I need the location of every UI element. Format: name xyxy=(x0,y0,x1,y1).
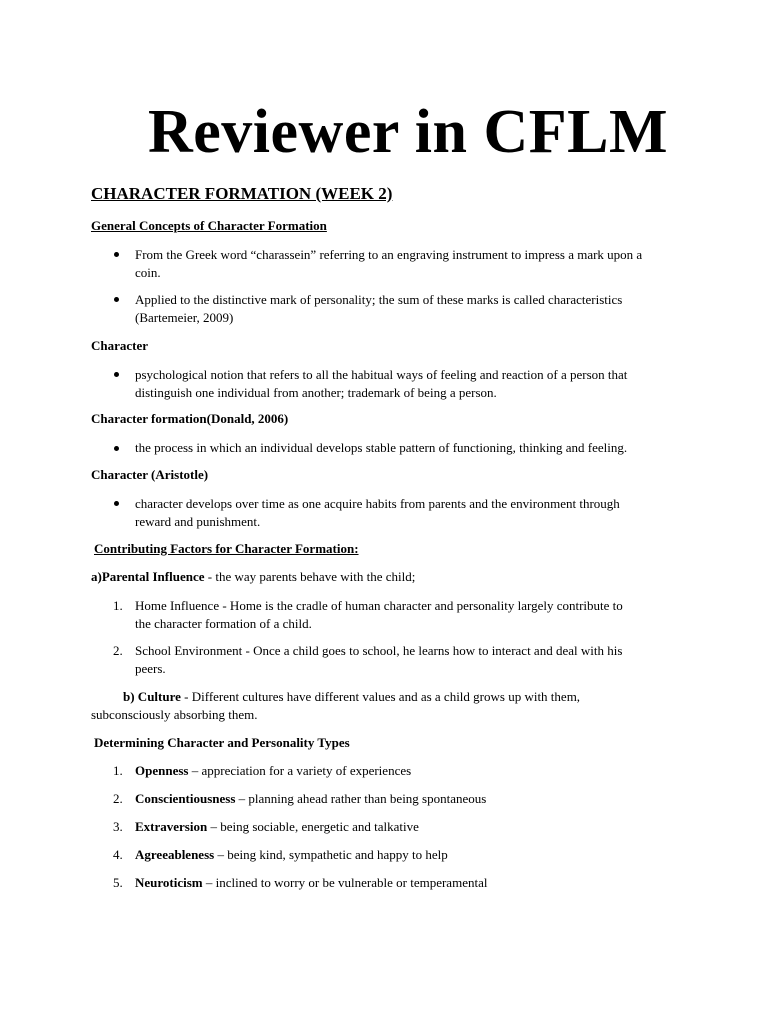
bullet-icon xyxy=(114,501,119,506)
list-number: 3. xyxy=(113,819,123,834)
list-number: 5. xyxy=(113,875,123,890)
determining-heading: Determining Character and Personality Types xyxy=(94,735,350,750)
character-formation-heading: Character formation(Donald, 2006) xyxy=(91,411,289,426)
aristotle-bullet: character develops over time as one acquire habits from parents and the environment through reward and punishment. xyxy=(135,496,620,529)
contributing-heading: Contributing Factors for Character Formation: xyxy=(94,541,359,556)
general-bullet-2: Applied to the distinctive mark of personality; the sum of these marks is called characteristics (Bartemeier, 2009) xyxy=(135,292,623,325)
trait-neuroticism: Neuroticism – inclined to worry or be vulnerable or temperamental xyxy=(135,875,488,890)
bullet-icon xyxy=(114,252,119,257)
trait-conscientiousness: Conscientiousness – planning ahead rather than being spontaneous xyxy=(135,791,487,806)
general-concepts-heading: General Concepts of Character Formation xyxy=(91,218,327,233)
bullet-icon xyxy=(114,446,119,451)
parental-influence: a)Parental Influence - the way parents behave with the child; xyxy=(91,569,416,584)
trait-agreeableness: Agreeableness – being kind, sympathetic and happy to help xyxy=(135,847,448,862)
culture-paragraph: b) Culture - Different cultures have different values and as a child grows up with them, subconsciously absorbing them. xyxy=(91,689,581,722)
list-number: 1. xyxy=(113,598,123,613)
school-environment-item: School Environment - Once a child goes to school, he learns how to interact and deal with his peers. xyxy=(135,643,623,676)
list-number: 2. xyxy=(113,791,123,806)
list-number: 1. xyxy=(113,763,123,778)
character-bullet: psychological notion that refers to all the habitual ways of feeling and reaction of a person that distinguish one individual from another; trademark of being a person. xyxy=(135,367,628,400)
general-bullet-1: From the Greek word “charassein” referring to an engraving instrument to impress a mark upon a coin. xyxy=(135,247,643,280)
character-formation-bullet: the process in which an individual develops stable pattern of functioning, thinking and feeling. xyxy=(135,440,628,455)
aristotle-heading: Character (Aristotle) xyxy=(91,467,209,482)
bullet-icon xyxy=(114,372,119,377)
home-influence-item: Home Influence - Home is the cradle of human character and personality largely contribute to the character formation of a child. xyxy=(135,598,623,631)
character-heading: Character xyxy=(91,338,149,353)
section-heading: CHARACTER FORMATION (WEEK 2) xyxy=(91,184,393,203)
page-title: Reviewer in CFLM xyxy=(148,98,668,166)
list-number: 2. xyxy=(113,643,123,658)
trait-openness: Openness – appreciation for a variety of experiences xyxy=(135,763,412,778)
trait-extraversion: Extraversion – being sociable, energetic and talkative xyxy=(135,819,419,834)
list-number: 4. xyxy=(113,847,123,862)
bullet-icon xyxy=(114,297,119,302)
